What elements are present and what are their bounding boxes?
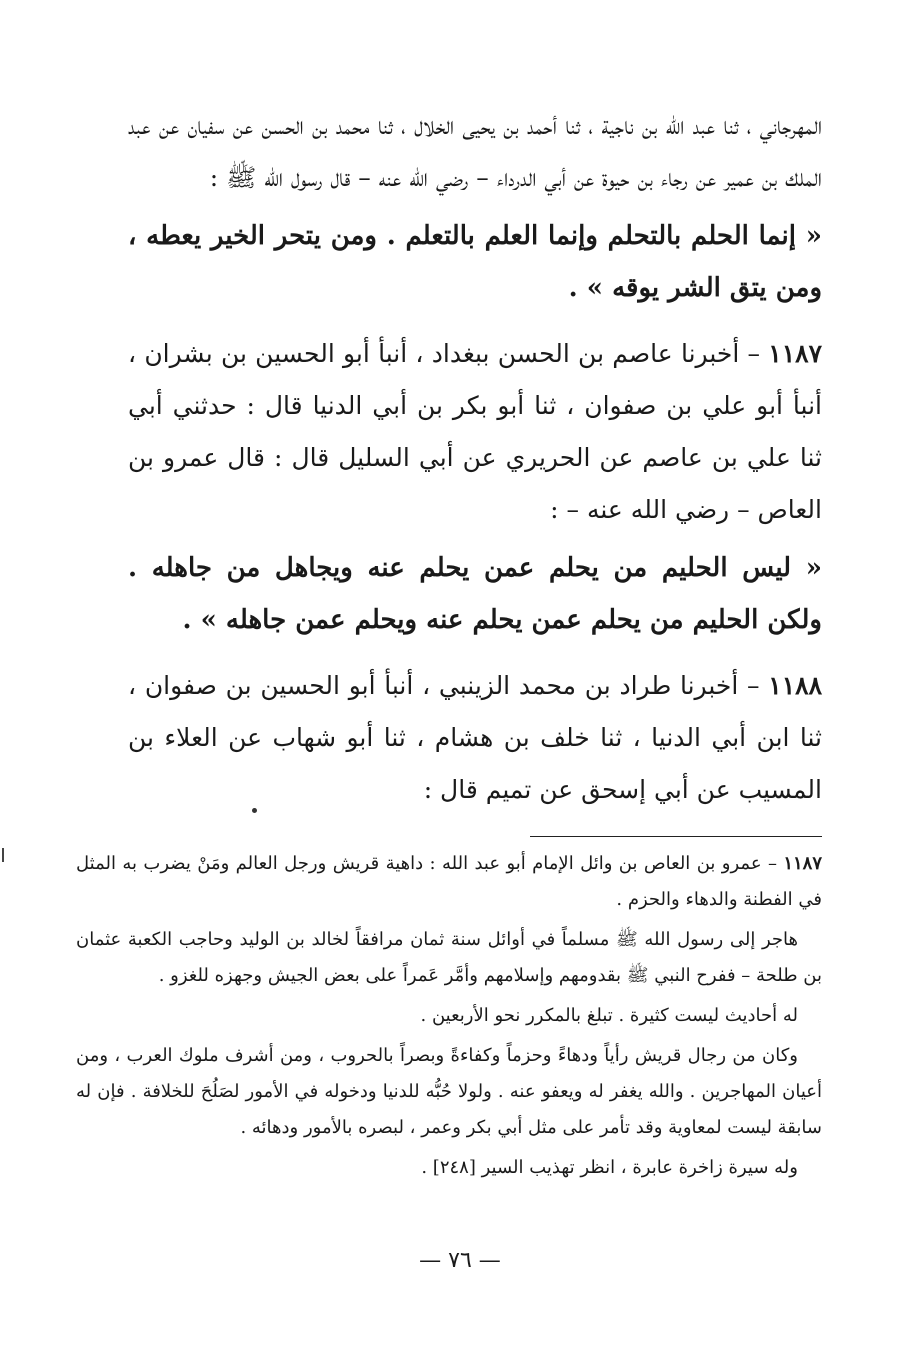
paragraph-1187-text: – أخبرنا عاصم بن الحسن ببغداد ، أنبأ أبو الحسين بن بشران ، أنبأ أبو علي بن صفوان ، ثنا أبو بكر بن أبي الدنيا قال : حدثني أبي ثنا علي بن عاصم عن الحريري عن أبي السليل قال : قال عمرو بن العاص – رضي الله عنه – : xyxy=(128,339,822,524)
footnote-reference: وله سيرة زاخرة عابرة ، انظر تهذيب السير [٢٤٨] . xyxy=(421,1157,798,1178)
page-number: — ٧٦ — xyxy=(419,1248,501,1273)
footnote-number-1187: ١١٨٧ xyxy=(783,853,822,874)
footnote-hijra: هاجر إلى رسول الله ﷺ مسلماً في أوائل سنة ثمان مرافقاً لخالد بن الوليد وحاجب الكعبة عثمان بن طلحة – ففرح النبي ﷺ بقدومهم وإسلامهم وأمَّر عَمراً على بعض الجيش وجهزه للغزو . xyxy=(76,929,822,986)
footnote-1187-text: – عمرو بن العاص بن وائل الإمام أبو عبد الله : داهية قريش ورجل العالم ومَنْ يضرب به المثل في الفطنة والدهاء والحزم . xyxy=(76,853,822,910)
edge-mark xyxy=(2,848,4,862)
footnote-hadith-count: له أحاديث ليست كثيرة . تبلغ بالمكرر نحو الأربعين . xyxy=(420,1005,798,1026)
footnote-biography: وكان من رجال قريش رأياً ودهاءً وحزماً وكفاءةً وبصراً بالحروب ، ومن أشرف ملوك العرب ، ومن أعيان المهاجرين . والله يغفر له ويعفو عنه . ولولا حُبُّه للدنيا ودخوله في الأمور لصَلُحَ للخلافة . فإن له سابقة ليست لمعاوية وقد تأمر على مثل أبي بكر وعمر ، لبصره بالأمور ودهائه . xyxy=(76,1045,822,1138)
hadith-quote-1: « إنما الحلم بالتحلم وإنما العلم بالتعلم . ومن يتحر الخير يعطه ، ومن يتق الشر يوقه » . xyxy=(128,221,822,303)
paragraph-1188-text: – أخبرنا طراد بن محمد الزينبي ، أنبأ أبو الحسين بن صفوان ، ثنا ابن أبي الدنيا ، ثنا خلف بن هشام ، ثنا أبو شهاب عن العلاء بن المسيب عن أبي إسحق عن تميم قال : xyxy=(128,671,823,804)
footnotes xyxy=(76,846,822,1190)
footnote-separator xyxy=(530,836,822,837)
paragraph-1187 xyxy=(128,328,822,536)
main-text xyxy=(128,100,822,822)
paragraph-1188 xyxy=(128,660,822,816)
hadith-quote-2: « ليس الحليم من يحلم عمن يحلم عنه ويجاهل من جاهله . ولكن الحليم من يحلم عمن يحلم عنه ويحلم عمن جاهله » . xyxy=(128,553,822,635)
paragraph-isnad-1: المهرجاني ، ثنا عبد الله بن ناجية ، ثنا أحمد بن يحيى الخلال ، ثنا محمد بن الحسن عن سفيان عن عبد الملك بن عمير عن رجاء بن حيوة عن أبي الدرداء – رضي الله عنه – قال رسول الله ﷺ : xyxy=(128,111,822,192)
hadith-number-1188: ١١٨٨ xyxy=(768,671,822,700)
footnote-1187 xyxy=(76,846,822,918)
hadith-number-1187: ١١٨٧ xyxy=(768,339,822,368)
stray-dot xyxy=(252,808,257,813)
